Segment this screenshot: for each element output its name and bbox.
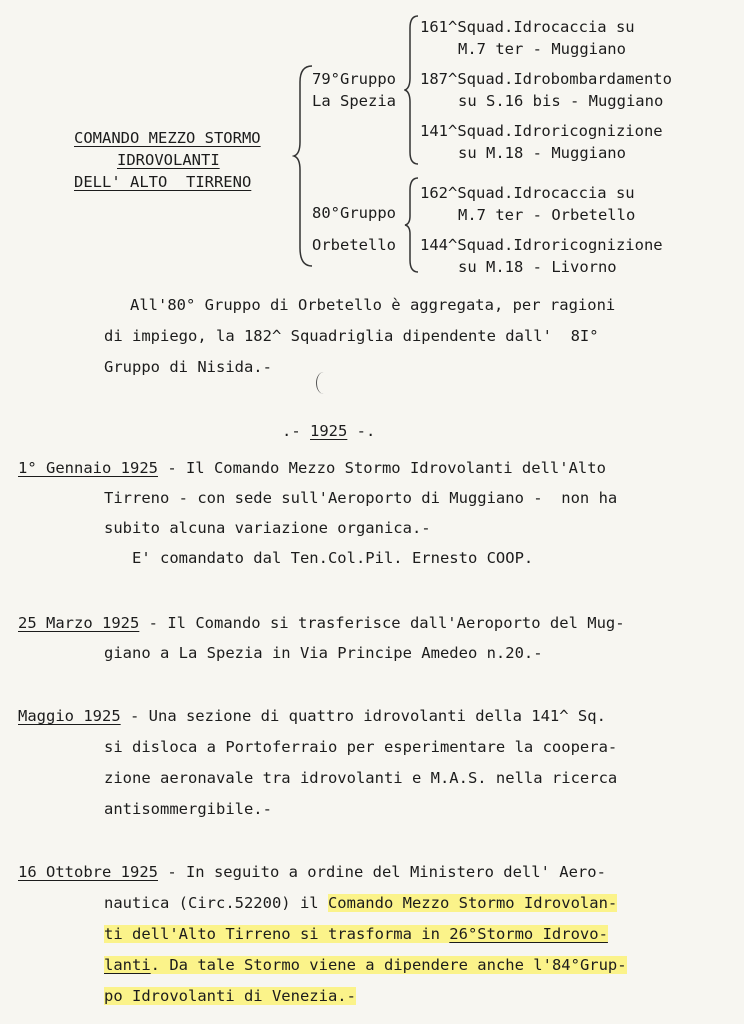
squadron-brace-79 [404,14,420,166]
squadron-161-line-1: 161^Squad.Idrocaccia su [420,18,635,36]
entry-2-line-1: 25 Marzo 1925 - Il Comando si trasferisce dall'Aeroporto del Mug- [18,614,625,632]
group-79-name: 79°Gruppo [312,70,396,88]
entry-4-line-3: ti dell'Alto Tirreno si trasforma in 26°Stormo Idrovo- [104,925,608,943]
squadron-161-line-2: M.7 ter - Muggiano [458,40,626,58]
squadron-187-line-2: su S.16 bis - Muggiano [458,92,664,110]
entry-4-line-1: 16 Ottobre 1925 - In seguito a ordine del Ministero dell' Aero- [18,863,606,881]
entry-1-line-3: subito alcuna variazione organica.- [104,519,431,537]
group-80-city: Orbetello [312,236,396,254]
org-title-line-3: DELL' ALTO TIRRENO [74,173,252,191]
squadron-141-line-2: su M.18 - Muggiano [458,144,626,162]
entry-1-line-2: Tirreno - con sede sull'Aeroporto di Muggiano - non ha [104,489,618,507]
squadron-brace-80 [404,176,420,274]
entry-1-date: 1° Gennaio 1925 [18,459,158,477]
entry-3-line-1: Maggio 1925 - Una sezione di quattro idrovolanti della 141^ Sq. [18,707,606,725]
squadron-144-line-1: 144^Squad.Idroricognizione [420,236,663,254]
squadron-187-line-1: 187^Squad.Idrobombardamento [420,70,672,88]
entry-1-line-4: E' comandato dal Ten.Col.Pil. Ernesto COOP. [104,549,534,567]
entry-4-line-5: po Idrovolanti di Venezia.- [104,987,356,1005]
squadron-144-line-2: su M.18 - Livorno [458,258,617,276]
entry-4-line-2: nautica (Circ.52200) il Comando Mezzo Stormo Idrovolan- [104,894,618,912]
entry-4-line-4: lanti. Da tale Stormo viene a dipendere anche l'84°Grup- [104,956,627,974]
entry-1-line-1: 1° Gennaio 1925 - Il Comando Mezzo Stormo Idrovolanti dell'Alto [18,459,606,477]
entry-3-line-4: antisommergibile.- [104,800,272,818]
stray-pencil-mark [316,372,331,394]
entry-2-line-2: giano a La Spezia in Via Principe Amedeo n.20.- [104,644,543,662]
highlight-84-gruppo: l'84°Grup- [533,956,627,974]
intro-line-1: All'80° Gruppo di Orbetello è aggregata, per ragioni [130,296,616,314]
highlight-1: Comando Mezzo Stormo Idrovolan- [327,894,618,912]
squadron-141-line-1: 141^Squad.Idroricognizione [420,122,663,140]
squadron-162-line-2: M.7 ter - Orbetello [458,206,636,224]
highlight-new-stormo: 26°Stormo Idrovo- [449,925,608,943]
entry-3-date: Maggio 1925 [18,707,121,725]
squadron-162-line-1: 162^Squad.Idrocaccia su [420,184,635,202]
intro-line-3: Gruppo di Nisida.- [104,358,272,376]
entry-3-line-2: si disloca a Portoferraio per esperimentare la coopera- [104,738,618,756]
group-80-name: 80°Gruppo [312,204,396,222]
group-79-city: La Spezia [312,92,396,110]
intro-line-2: di impiego, la 182^ Squadriglia dipendente dall' 8I° [104,327,599,345]
entry-2-date: 25 Marzo 1925 [18,614,140,632]
year-heading: .- 1925 -. [282,422,376,440]
org-title-line-1: COMANDO MEZZO STORMO [74,129,261,147]
org-title-line-2: IDROVOLANTI [117,151,220,169]
entry-4-date: 16 Ottobre 1925 [18,863,158,881]
entry-3-line-3: zione aeronavale tra idrovolanti e M.A.S. nella ricerca [104,769,618,787]
